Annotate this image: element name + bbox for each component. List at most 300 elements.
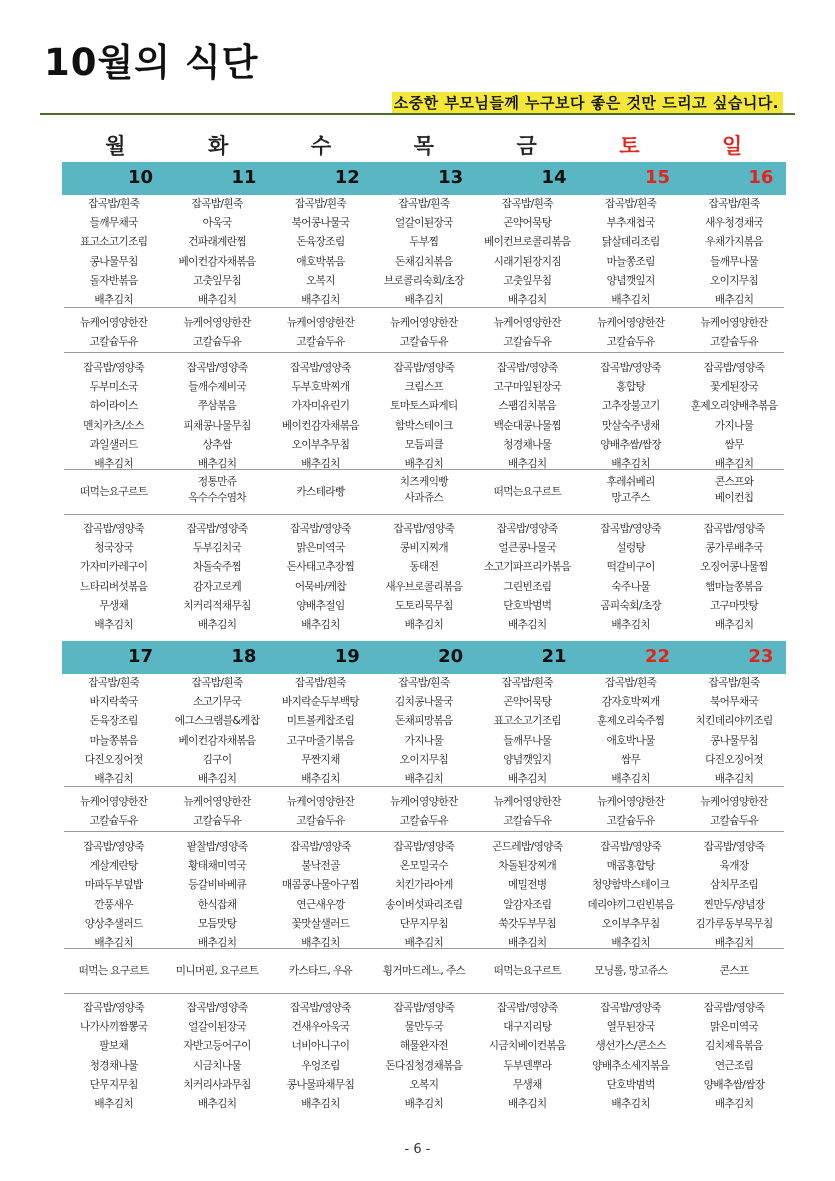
menu-item: 돈채김치볶음 xyxy=(394,255,453,268)
dinner-cell xyxy=(476,999,579,1114)
menu-item: 대구지리탕 xyxy=(503,1021,552,1034)
menu-item: 곤약어묵탕 xyxy=(503,696,552,709)
menu-item: 베이컨감자채볶음 xyxy=(178,734,256,747)
menu-item: 배추김치 xyxy=(301,937,340,950)
menu-item: 아욱국 xyxy=(202,217,232,230)
morning-snack-cell xyxy=(62,314,165,352)
menu-item: 다진오징어젓 xyxy=(705,753,763,766)
menu-item: 너비아니구이 xyxy=(291,1040,350,1053)
menu-item: 고춧잎무침 xyxy=(193,274,242,287)
menu-item: 열무된장국 xyxy=(606,1021,655,1034)
menu-item: 배추김치 xyxy=(301,1098,340,1111)
menu-item: 잡곡밥/영양죽 xyxy=(393,1002,455,1014)
date-number: 15 xyxy=(644,167,670,188)
menu-item: 들깨무나물 xyxy=(503,734,552,747)
menu-item: 양상추샐러드 xyxy=(84,917,143,930)
menu-item: 잡곡밥/영양죽 xyxy=(186,1002,248,1014)
lunch-cell xyxy=(62,838,165,953)
menu-item: 등갈비바베큐 xyxy=(188,879,246,892)
menu-item: 동태전 xyxy=(409,561,439,574)
menu-item: 뉴케어영양한잔 xyxy=(286,317,355,329)
menu-item: 치커리사과무침 xyxy=(183,1078,251,1091)
menu-item: 뉴케어영양한잔 xyxy=(390,317,458,329)
breakfast-cell xyxy=(269,195,372,310)
menu-item: 팥찰밥/영양죽 xyxy=(186,841,248,853)
menu-item: 피채콩나물무침 xyxy=(183,419,251,432)
menu-item: 부추재첩국 xyxy=(606,217,655,230)
morning-snack-cell xyxy=(476,793,579,831)
menu-item: 미니머핀, 요구르트 xyxy=(175,965,259,977)
menu-item: 배추김치 xyxy=(94,773,133,786)
menu-item: 잡곡밥/영양죽 xyxy=(186,523,248,535)
menu-item: 배추김치 xyxy=(508,294,547,307)
breakfast-cell xyxy=(165,674,268,789)
menu-item: 고칼슘두유 xyxy=(710,336,759,349)
menu-item: 잡곡밥/영양죽 xyxy=(186,362,248,374)
menu-item: 가지나물 xyxy=(714,419,754,432)
date-number: 21 xyxy=(541,646,567,667)
morning-snack-cell xyxy=(682,793,785,831)
section-separator xyxy=(64,993,784,994)
menu-item: 알감자조림 xyxy=(503,898,552,911)
dinner-cell xyxy=(62,520,165,635)
menu-item: 잡곡밥/흰죽 xyxy=(88,198,140,210)
dinner-cell xyxy=(579,999,682,1114)
menu-item: 바지락순두부백탕 xyxy=(281,696,360,709)
menu-item: 배추김치 xyxy=(197,619,237,632)
menu-item: 잡곡밥/영양죽 xyxy=(600,523,662,535)
breakfast-cell xyxy=(372,674,475,789)
menu-item: 두부김치국 xyxy=(193,542,242,555)
menu-item: 차돌된장찌개 xyxy=(498,860,557,873)
breakfast-cell xyxy=(476,195,579,310)
menu-item: 배추김치 xyxy=(301,773,340,786)
menu-item: 가자미유린기 xyxy=(291,400,350,413)
menu-item: 고칼슘두유 xyxy=(399,815,448,828)
menu-item: 양념깻잎지 xyxy=(606,274,655,287)
dinner-cell xyxy=(476,520,579,635)
menu-item: 배추김치 xyxy=(404,458,444,471)
menu-item: 브로콜리숙회/초장 xyxy=(383,274,464,287)
menu-item: 잡곡밥/영양죽 xyxy=(290,362,351,374)
menu-item: 쑥갓두부무침 xyxy=(498,917,557,930)
morning-snack-cell xyxy=(372,314,475,352)
menu-item: 바지락쑥국 xyxy=(89,696,138,709)
menu-item: 찐만두/양념장 xyxy=(703,898,765,911)
breakfast-cell xyxy=(682,195,785,310)
weekday-wed: 수 xyxy=(310,134,332,158)
weekday-sun: 일 xyxy=(722,134,743,158)
menu-item: 한식잡채 xyxy=(197,898,237,911)
menu-item: 들깨무채국 xyxy=(89,217,138,230)
menu-item: 물만두국 xyxy=(404,1021,444,1034)
weekday-sat: 토 xyxy=(619,134,640,158)
menu-item: 단호박범벅 xyxy=(606,1078,655,1091)
menu-item: 배추김치 xyxy=(94,619,133,632)
menu-item: 생선가스/콘소스 xyxy=(595,1040,666,1053)
section-separator xyxy=(64,352,784,353)
breakfast-cell xyxy=(269,674,372,789)
menu-item: 떠먹는요구르트 xyxy=(79,486,148,498)
afternoon-snack-cell xyxy=(476,484,579,500)
menu-item: 단호박범벅 xyxy=(503,599,552,612)
menu-item: 햄마늘쫑볶음 xyxy=(705,580,763,593)
menu-item: 배추김치 xyxy=(301,458,340,471)
afternoon-snack-cell xyxy=(682,474,785,506)
menu-item: 고칼슘두유 xyxy=(606,336,655,349)
menu-item: 다진오징어젓 xyxy=(84,753,143,766)
menu-item: 건새우아욱국 xyxy=(291,1021,350,1034)
menu-item: 시래기된장지짐 xyxy=(493,255,561,268)
menu-item: 배추김치 xyxy=(94,458,133,471)
menu-item: 애호박나물 xyxy=(606,734,655,747)
menu-item: 모듬맛탕 xyxy=(197,917,237,930)
menu-item: 고칼슘두유 xyxy=(193,815,242,828)
menu-item: 배추김치 xyxy=(508,458,547,471)
menu-item: 삼치무조림 xyxy=(710,879,759,892)
menu-item: 잡곡밥/흰죽 xyxy=(398,198,450,210)
menu-item: 메밀전병 xyxy=(508,879,547,892)
menu-item: 북어콩나물국 xyxy=(291,217,350,230)
menu-item: 배추김치 xyxy=(611,773,650,786)
menu-item: 잡곡밥/영양죽 xyxy=(600,362,662,374)
lunch-cell xyxy=(682,838,785,953)
menu-item: 청경채나물 xyxy=(503,438,552,451)
page-number: - 6 - xyxy=(404,1142,431,1157)
menu-item: 들깨무나물 xyxy=(710,255,759,268)
afternoon-snack-cell xyxy=(62,963,165,979)
menu-item: 청양함박스테이크 xyxy=(592,879,670,892)
dinner-cell xyxy=(269,999,372,1114)
morning-snack-cell xyxy=(579,314,682,352)
menu-item: 단무지무침 xyxy=(399,917,448,930)
menu-item: 잡곡밥/흰죽 xyxy=(294,198,347,210)
menu-item: 치즈케익빵 xyxy=(399,476,448,488)
menu-item: 황태채미역국 xyxy=(188,860,246,873)
date-number: 22 xyxy=(644,646,670,667)
menu-item: 돈육장조림 xyxy=(89,715,138,728)
dinner-cell xyxy=(269,520,372,635)
dinner-cell xyxy=(682,520,785,635)
morning-snack-cell xyxy=(269,793,372,831)
breakfast-cell xyxy=(62,195,165,310)
menu-item: 얼큰콩나물국 xyxy=(498,542,557,555)
date-bar xyxy=(62,162,786,195)
menu-item: 배추김치 xyxy=(508,619,547,632)
menu-item: 콩가루배추국 xyxy=(705,542,763,555)
menu-item: 잡곡밥/흰죽 xyxy=(708,198,760,210)
menu-item: 팔보채 xyxy=(99,1040,129,1053)
menu-item: 오징어콩나물찜 xyxy=(700,561,768,574)
morning-snack-cell xyxy=(579,793,682,831)
lunch-cell xyxy=(476,359,579,474)
menu-item: 잡곡밥/흰죽 xyxy=(708,677,760,689)
menu-item: 연근새우깡 xyxy=(296,898,345,911)
menu-item: 잡곡밥/영양죽 xyxy=(703,841,765,853)
menu-item: 잡곡밥/영양죽 xyxy=(703,523,765,535)
menu-item: 무생채 xyxy=(99,599,129,612)
afternoon-snack-cell xyxy=(372,474,475,506)
afternoon-snack-cell xyxy=(165,474,268,506)
menu-item: 돈다짐청경채볶음 xyxy=(385,1059,463,1072)
menu-item: 우채가지볶음 xyxy=(705,236,763,249)
menu-item: 육개장 xyxy=(719,860,749,873)
menu-item: 오이지무침 xyxy=(399,753,448,766)
divider-line xyxy=(40,113,795,115)
menu-item: 배추김치 xyxy=(611,619,650,632)
section-separator xyxy=(64,831,784,832)
menu-item: 감자고로케 xyxy=(193,580,242,593)
menu-item: 잡곡밥/영양죽 xyxy=(290,841,351,853)
dinner-cell xyxy=(62,999,165,1114)
menu-item: 훈제오리양배추볶음 xyxy=(690,400,778,413)
weekday-fri: 금 xyxy=(516,134,537,158)
menu-item: 김가루동부묵무침 xyxy=(695,917,773,930)
menu-item: 뉴케어영양한잔 xyxy=(183,317,251,329)
date-number: 16 xyxy=(748,167,774,188)
menu-item: 곰피숙회/초장 xyxy=(600,599,662,612)
menu-item: 잡곡밥/흰죽 xyxy=(88,677,140,689)
menu-item: 맑은미역국 xyxy=(296,542,345,555)
date-number: 14 xyxy=(541,167,567,188)
menu-item: 쌈무 xyxy=(621,753,641,766)
menu-item: 고구마줄기볶음 xyxy=(286,734,355,747)
menu-item: 베이컨감자채볶음 xyxy=(178,255,256,268)
menu-item: 후레쉬베리 xyxy=(606,476,655,488)
afternoon-snack-cell xyxy=(165,963,268,979)
menu-item: 배추김치 xyxy=(508,773,547,786)
menu-item: 닭살데리조림 xyxy=(601,236,660,249)
lunch-cell xyxy=(579,838,682,953)
menu-item: 배추김치 xyxy=(404,773,444,786)
section-separator xyxy=(64,307,784,308)
menu-item: 뉴케어영양한잔 xyxy=(79,796,148,808)
afternoon-snack-cell xyxy=(579,474,682,506)
menu-item: 고칼슘두유 xyxy=(89,815,138,828)
menu-item: 도토리묵무침 xyxy=(394,599,453,612)
menu-item: 양배추절임 xyxy=(296,599,345,612)
menu-item: 잡곡밥/흰죽 xyxy=(191,677,243,689)
breakfast-cell xyxy=(579,674,682,789)
menu-item: 꽃맛살샐러드 xyxy=(291,917,350,930)
menu-item: 두부찜 xyxy=(409,236,439,249)
menu-item: 고칼슘두유 xyxy=(606,815,655,828)
lunch-cell xyxy=(579,359,682,474)
afternoon-snack-cell xyxy=(372,963,475,979)
menu-item: 어묵바/케찹 xyxy=(294,580,347,593)
menu-item: 들깨수제비국 xyxy=(188,381,246,394)
dinner-cell xyxy=(372,520,475,635)
section-separator xyxy=(64,514,784,515)
menu-item: 배추김치 xyxy=(404,1098,444,1111)
date-bar xyxy=(62,641,786,674)
menu-item: 백순대콩나물찜 xyxy=(493,419,561,432)
menu-item: 배추김치 xyxy=(404,294,444,307)
menu-item: 양배추쌈/쌈장 xyxy=(703,1078,765,1091)
menu-item: 치킨데리야끼조림 xyxy=(695,715,773,728)
weekday-tue: 화 xyxy=(208,134,229,158)
menu-item: 떠먹는 요구르트 xyxy=(78,965,149,977)
menu-item: 시금치베이컨볶음 xyxy=(488,1040,566,1053)
menu-item: 오복지 xyxy=(306,274,335,287)
menu-item: 치커리적채무침 xyxy=(183,599,251,612)
date-number: 23 xyxy=(748,646,774,667)
date-number: 19 xyxy=(334,646,360,667)
menu-item: 잡곡밥/흰죽 xyxy=(501,198,553,210)
menu-item: 불낙전골 xyxy=(301,860,340,873)
menu-item: 모듬피클 xyxy=(404,438,444,451)
menu-item: 고칼슘두유 xyxy=(193,336,242,349)
menu-item: 떠먹는요구르트 xyxy=(493,965,561,977)
morning-snack-cell xyxy=(269,314,372,352)
menu-item: 베이컨브로콜리볶음 xyxy=(483,236,571,249)
menu-item: 고구마잎된장국 xyxy=(493,381,561,394)
menu-item: 데리야끼그린빈볶음 xyxy=(587,898,675,911)
menu-item: 콩비지찌개 xyxy=(399,542,448,555)
menu-item: 잡곡밥/영양죽 xyxy=(290,523,351,535)
menu-item: 깐풍새우 xyxy=(94,898,133,911)
morning-snack-cell xyxy=(165,793,268,831)
date-number: 17 xyxy=(127,646,153,667)
menu-item: 잡곡밥/영양죽 xyxy=(83,523,145,535)
menu-item: 훈제오리숙주찜 xyxy=(596,715,665,728)
menu-item: 상추쌈 xyxy=(202,438,232,451)
date-number: 12 xyxy=(334,167,360,188)
menu-item: 홍합탕 xyxy=(616,381,646,394)
menu-item: 차돌숙주찜 xyxy=(193,561,242,574)
menu-item: 배추김치 xyxy=(611,937,650,950)
menu-item: 두부미소국 xyxy=(89,381,138,394)
menu-item: 뉴케어영양한잔 xyxy=(286,796,355,808)
menu-item: 뉴케어영양한잔 xyxy=(596,317,665,329)
menu-item: 에그스크램블&케찹 xyxy=(174,715,260,728)
menu-item: 모닝롤, 망고쥬스 xyxy=(594,965,668,977)
menu-item: 돌자반볶음 xyxy=(89,274,138,287)
afternoon-snack-cell xyxy=(269,484,372,500)
menu-item: 매콤콩나물아구찜 xyxy=(281,879,360,892)
menu-item: 고칼슘두유 xyxy=(399,336,448,349)
menu-item: 표고소고기조림 xyxy=(79,236,148,249)
date-number: 11 xyxy=(231,167,257,188)
menu-item: 떠먹는요구르트 xyxy=(493,486,561,498)
menu-item: 잡곡밥/영양죽 xyxy=(83,362,145,374)
menu-item: 양배추소세지볶음 xyxy=(592,1059,670,1072)
menu-item: 게살계란탕 xyxy=(89,860,138,873)
menu-item: 잡곡밥/흰죽 xyxy=(605,677,657,689)
menu-item: 잡곡밥/영양죽 xyxy=(703,1002,765,1014)
menu-item: 잡곡밥/영양죽 xyxy=(496,362,558,374)
morning-snack-cell xyxy=(476,314,579,352)
date-number: 18 xyxy=(231,646,257,667)
menu-item: 하이라이스 xyxy=(89,400,138,413)
menu-item: 설렁탕 xyxy=(616,542,646,555)
menu-item: 카스테라빵 xyxy=(296,486,345,498)
menu-item: 마파두부덮밥 xyxy=(84,879,143,892)
menu-item: 배추김치 xyxy=(714,1098,754,1111)
menu-item: 우엉조림 xyxy=(301,1059,340,1072)
menu-item: 무생채 xyxy=(512,1078,542,1091)
menu-item: 잡곡밥/흰죽 xyxy=(501,677,553,689)
menu-item: 애호박볶음 xyxy=(296,255,345,268)
menu-item: 잡곡밥/영양죽 xyxy=(496,1002,558,1014)
menu-item: 얼갈이된장국 xyxy=(188,1021,246,1034)
menu-item: 잡곡밥/영양죽 xyxy=(600,1002,662,1014)
menu-item: 배추김치 xyxy=(94,937,133,950)
menu-item: 잡곡밥/흰죽 xyxy=(398,677,450,689)
menu-item: 감자호박찌개 xyxy=(601,696,660,709)
menu-item: 맑은미역국 xyxy=(710,1021,759,1034)
menu-item: 배추김치 xyxy=(611,458,650,471)
lunch-cell xyxy=(62,359,165,474)
menu-item: 북어무채국 xyxy=(710,696,759,709)
weekday-header xyxy=(64,130,784,160)
afternoon-snack-cell xyxy=(682,963,785,979)
menu-item: 표고소고기조림 xyxy=(493,715,561,728)
menu-item: 뉴케어영양한잔 xyxy=(390,796,458,808)
menu-item: 뉴케어영양한잔 xyxy=(700,317,768,329)
menu-item: 쌈무 xyxy=(724,438,744,451)
menu-item: 잡곡밥/영양죽 xyxy=(393,523,455,535)
menu-item: 마늘쫑볶음 xyxy=(89,734,138,747)
menu-item: 뉴케어영양한잔 xyxy=(79,317,148,329)
menu-item: 배추김치 xyxy=(611,1098,650,1111)
menu-item: 배추김치 xyxy=(714,773,754,786)
menu-item: 미트볼케찹조림 xyxy=(286,715,355,728)
menu-item: 곤드레밥/영양죽 xyxy=(492,841,563,853)
menu-item: 배추김치 xyxy=(508,1098,547,1111)
morning-snack-cell xyxy=(372,793,475,831)
menu-item: 고칼슘두유 xyxy=(296,815,345,828)
lunch-cell xyxy=(269,838,372,953)
section-separator xyxy=(64,469,784,470)
menu-item: 토마토스파게티 xyxy=(390,400,458,413)
menu-item: 시금치나물 xyxy=(193,1059,242,1072)
menu-item: 잡곡밥/영양죽 xyxy=(703,362,765,374)
menu-item: 배추김치 xyxy=(197,458,237,471)
menu-item: 청경채나물 xyxy=(89,1059,138,1072)
menu-item: 잡곡밥/흰죽 xyxy=(294,677,347,689)
dinner-cell xyxy=(682,999,785,1114)
menu-item: 뉴케어영양한잔 xyxy=(596,796,665,808)
menu-item: 꽃게된장국 xyxy=(710,381,759,394)
page-title: 10월의 식단 xyxy=(44,41,259,84)
section-separator xyxy=(64,786,784,787)
weekday-thu: 목 xyxy=(413,134,434,158)
menu-item: 크림스프 xyxy=(404,381,444,394)
lunch-cell xyxy=(269,359,372,474)
menu-item: 잡곡밥/영양죽 xyxy=(600,841,662,853)
morning-snack-cell xyxy=(682,314,785,352)
menu-item: 떡갈비구이 xyxy=(606,561,655,574)
menu-item: 정통만쥬 xyxy=(197,476,237,488)
menu-item: 고추장불고기 xyxy=(601,400,660,413)
menu-item: 휭거마드레느, 주스 xyxy=(382,965,466,977)
slogan: 소중한 부모님들께 누구보다 좋은 것만 드리고 싶습니다. xyxy=(392,92,783,113)
afternoon-snack-cell xyxy=(62,484,165,500)
breakfast-cell xyxy=(682,674,785,789)
dinner-cell xyxy=(372,999,475,1114)
menu-item: 뉴케어영양한잔 xyxy=(493,796,561,808)
afternoon-snack-cell xyxy=(269,963,372,979)
menu-item: 두부덴뿌라 xyxy=(503,1059,552,1072)
menu-item: 배추김치 xyxy=(508,937,547,950)
menu-item: 배추김치 xyxy=(197,294,237,307)
menu-item: 마늘쫑조림 xyxy=(606,255,655,268)
menu-item: 카스타드, 우유 xyxy=(288,965,353,977)
menu-item: 배추김치 xyxy=(94,294,133,307)
menu-item: 배추김치 xyxy=(611,294,650,307)
menu-item: 콘스프와 xyxy=(714,476,754,488)
